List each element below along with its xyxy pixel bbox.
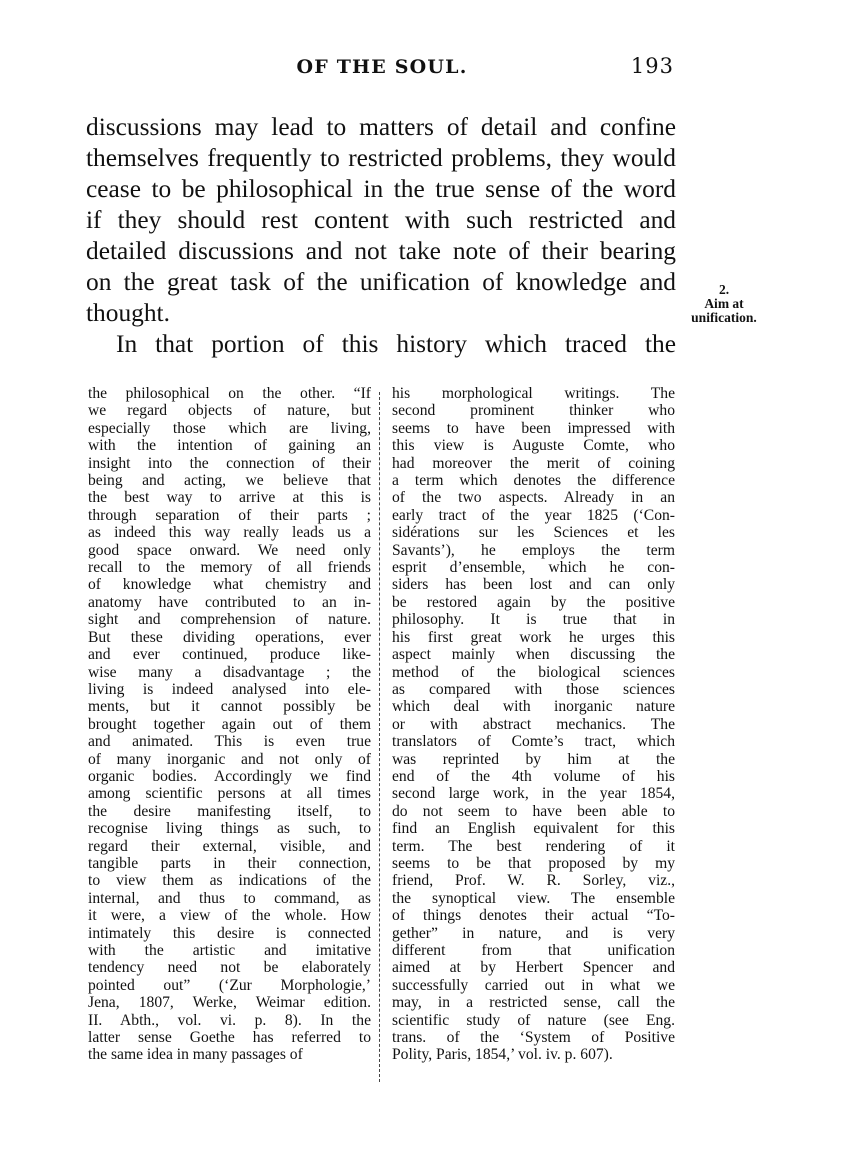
footnote-line: and animated. This is even true: [88, 733, 371, 751]
main-text-line: thought.: [86, 299, 170, 327]
footnote-line: wise many a disadvantage ; the: [88, 663, 371, 681]
footnote-line: second prominent thinker who: [392, 402, 675, 420]
footnote-line: the best way to arrive at this is: [88, 489, 371, 507]
footnote-line: among scientific persons at all times: [88, 785, 371, 803]
footnote-line: and ever continued, produce like-: [88, 646, 371, 664]
footnote-line: siders has been lost and can only: [392, 576, 675, 594]
footnote-line: aimed at by Herbert Spencer and: [392, 959, 675, 977]
footnote-line: the philosophical on the other. “If: [88, 385, 371, 402]
page-header: [86, 56, 678, 88]
footnote-line: had moreover the merit of coining: [392, 454, 675, 472]
footnote-line: with the artistic and imitative: [88, 942, 371, 959]
footnote-line: end of the 4th volume of his: [392, 767, 675, 785]
footnote-line: gether” in nature, and is very: [392, 924, 675, 942]
main-text-line: In that portion of this history which traced the: [116, 330, 676, 358]
footnote-line: early tract of the year 1825 (‘Con-: [392, 506, 675, 524]
footnote-line: second large work, in the year 1854,: [392, 785, 675, 803]
footnote-line: II. Abth., vol. vi. p. 8). In the: [88, 1011, 371, 1029]
footnote-line: different from that unification: [392, 942, 675, 959]
footnote-line: his first great work he urges this: [392, 628, 675, 646]
footnote-line: may, in a restricted sense, call the: [392, 994, 675, 1012]
footnote-line: organic bodies. Accordingly we find: [88, 767, 371, 785]
footnote-line: Savants’), he employs the term: [392, 541, 675, 559]
footnote-line: do not seem to have been able to: [392, 802, 675, 820]
footnote-line: living is indeed analysed into ele-: [88, 680, 371, 698]
margin-note-number: 2.: [718, 282, 730, 297]
main-text-line: on the great task of the unification of knowledge and: [86, 268, 676, 296]
footnote-line: latter sense Goethe has referred to: [88, 1029, 371, 1047]
footnote-line: tangible parts in their connection,: [88, 854, 371, 872]
footnote-line: especially those which are living,: [88, 419, 371, 437]
main-text-line: cease to be philosophical in the true sense of the word: [86, 175, 676, 203]
footnote-line: regard their external, visible, and: [88, 837, 371, 855]
footnote-line: or with abstract mechanics. The: [392, 715, 675, 733]
main-text: [86, 112, 676, 360]
footnote-line: find an English equivalent for this: [392, 820, 675, 838]
footnote-line: as compared with those sciences: [392, 680, 675, 698]
footnote-line: recognise living things as such, to: [88, 820, 371, 838]
footnote-line: be restored again by the positive: [392, 593, 675, 611]
main-text-line: discussions may lead to matters of detail and confine: [86, 113, 676, 141]
footnote-line: trans. of the ‘System of Positive: [392, 1029, 675, 1047]
footnote-line: of many inorganic and not only of: [88, 750, 371, 768]
footnote-line: we regard objects of nature, but: [88, 402, 371, 420]
margin-note-line: unification.: [691, 310, 757, 325]
running-title: OF THE SOUL.: [296, 56, 468, 78]
footnote-line: the synoptical view. The ensemble: [392, 889, 675, 907]
footnote-line: esprit d’ensemble, which he con-: [392, 559, 675, 577]
footnote-line: was reprinted by him at the: [392, 750, 675, 768]
footnote-line: this view is Auguste Comte, who: [392, 437, 675, 455]
footnote-line: But these dividing operations, ever: [88, 628, 371, 646]
footnote-line: the desire manifesting itself, to: [88, 802, 371, 820]
footnote-line: scientific study of nature (see Eng.: [392, 1011, 675, 1029]
footnote-line: as indeed this way really leads us a: [88, 524, 371, 542]
footnote-line: of the two aspects. Already in an: [392, 489, 675, 507]
footnote-line: Polity, Paris, 1854,’ vol. iv. p. 607).: [392, 1046, 613, 1064]
footnote-line: insight into the connection of their: [88, 454, 371, 472]
footnote-line: through separation of their parts ;: [88, 506, 371, 524]
footnote-line: seems to have been impressed with: [392, 419, 675, 437]
footnote-line: it were, a view of the whole. How: [88, 907, 371, 925]
footnote-left-column: [88, 385, 371, 1064]
footnote-line: pointed out” (‘Zur Morphologie,’: [88, 976, 371, 994]
footnote-line: method of the biological sciences: [392, 663, 675, 681]
footnote-line: philosophy. It is true that in: [392, 611, 675, 629]
footnote-line: brought together again out of them: [88, 715, 371, 733]
footnote-line: the same idea in many passages of: [88, 1046, 303, 1064]
footnote-right-column: [392, 385, 675, 1064]
footnote-line: to view them as indications of the: [88, 872, 371, 890]
footnote-line: ments, but it cannot possibly be: [88, 698, 371, 716]
column-divider: [379, 392, 380, 1082]
footnote-line: internal, and thus to command, as: [88, 889, 371, 907]
footnote-line: anatomy have contributed to an in-: [88, 593, 371, 611]
footnote-line: of things denotes their actual “To-: [392, 907, 675, 925]
footnote-line: friend, Prof. W. R. Sorley, viz.,: [392, 872, 675, 890]
footnote-line: tendency need not be elaborately: [88, 959, 371, 977]
footnote-line: intimately this desire is connected: [88, 924, 371, 942]
footnote-line: his morphological writings. The: [392, 385, 675, 402]
footnote-line: term. The best rendering of it: [392, 837, 675, 855]
footnote-line: sight and comprehension of nature.: [88, 611, 371, 629]
footnote-line: translators of Comte’s tract, which: [392, 733, 675, 751]
footnote-line: of knowledge what chemistry and: [88, 576, 371, 594]
footnote-line: a term which denotes the difference: [392, 472, 675, 490]
margin-note: [684, 283, 764, 325]
footnote-line: with the intention of gaining an: [88, 437, 371, 455]
main-text-line: if they should rest content with such restricted and: [86, 206, 676, 234]
footnote-line: which deal with inorganic nature: [392, 698, 675, 716]
footnote-line: recall to the memory of all friends: [88, 559, 371, 577]
footnote-line: aspect mainly when discussing the: [392, 646, 675, 664]
footnote-line: good space onward. We need only: [88, 541, 371, 559]
footnote-line: Jena, 1807, Werke, Weimar edition.: [88, 994, 371, 1012]
main-text-line: themselves frequently to restricted problems, they would: [86, 144, 676, 172]
main-text-line: detailed discussions and not take note of their bearing: [86, 237, 676, 265]
footnote-line: seems to be that proposed by my: [392, 854, 675, 872]
footnote-line: sidérations sur les Sciences et les: [392, 524, 675, 542]
footnote-line: being and acting, we believe that: [88, 472, 371, 490]
footnote-line: successfully carried out in what we: [392, 976, 675, 994]
margin-note-line: Aim at: [704, 296, 744, 311]
page-number: 193: [630, 54, 674, 78]
